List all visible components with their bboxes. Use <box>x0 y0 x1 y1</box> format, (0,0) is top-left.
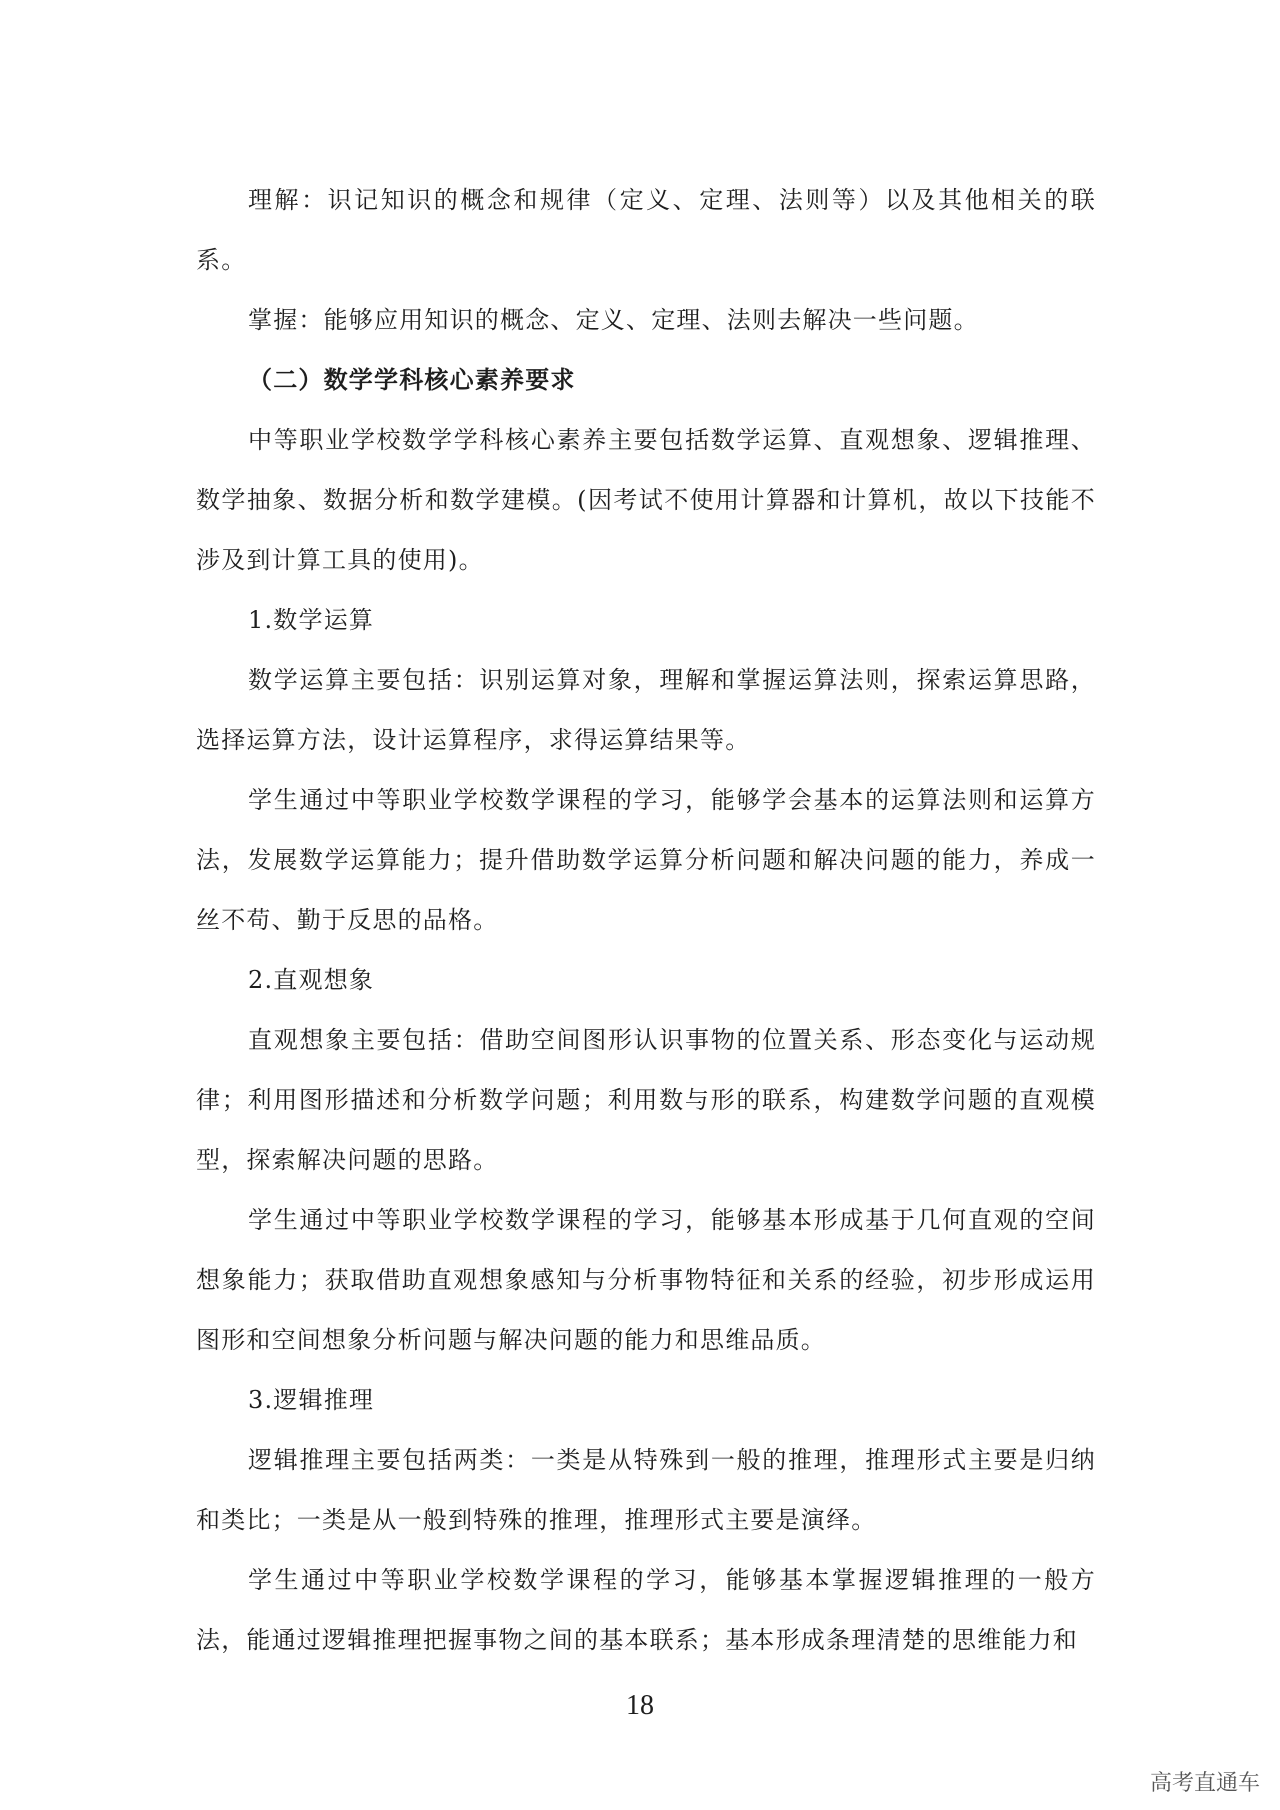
watermark: 高考直通车 <box>1149 1771 1260 1796</box>
paragraph-core-literacy-intro: 中等职业学校数学学科核心素养主要包括数学运算、直观想象、逻辑推理、数学抽象、数据分析和数学建模。(因考试不使用计算器和计算机，故以下技能不涉及到计算工具的使用)。 <box>196 426 1096 574</box>
subheading-logical-reasoning: 3.逻辑推理 <box>248 1386 375 1414</box>
paragraph-logical-reasoning-goals: 学生通过中等职业学校数学课程的学习，能够基本掌握逻辑推理的一般方法，能通过逻辑推理把握事物之间的基本联系；基本形成条理清楚的思维能力和 <box>196 1566 1096 1654</box>
paragraph-math-operation-goals: 学生通过中等职业学校数学课程的学习，能够学会基本的运算法则和运算方法，发展数学运算能力；提升借助数学运算分析问题和解决问题的能力，养成一丝不苟、勤于反思的品格。 <box>196 786 1096 934</box>
paragraph-logical-reasoning-content: 逻辑推理主要包括两类：一类是从特殊到一般的推理，推理形式主要是归纳和类比；一类是从一般到特殊的推理，推理形式主要是演绎。 <box>196 1446 1096 1534</box>
subheading-intuitive-imagination: 2.直观想象 <box>248 966 375 994</box>
paragraph-math-operation-content: 数学运算主要包括：识别运算对象，理解和掌握运算法则，探索运算思路，选择运算方法，设计运算程序，求得运算结果等。 <box>196 666 1096 754</box>
paragraph-understanding: 理解：识记知识的概念和规律（定义、定理、法则等）以及其他相关的联系。 <box>196 186 1096 274</box>
paragraph-mastery: 掌握：能够应用知识的概念、定义、定理、法则去解决一些问题。 <box>248 306 979 334</box>
page-number: 18 <box>626 1690 654 1721</box>
paragraph-intuitive-imagination-content: 直观想象主要包括：借助空间图形认识事物的位置关系、形态变化与运动规律；利用图形描述和分析数学问题；利用数与形的联系，构建数学问题的直观模型，探索解决问题的思路。 <box>196 1026 1096 1174</box>
section-heading-core-literacy: （二）数学学科核心素养要求 <box>248 366 576 394</box>
document-body <box>196 170 1096 1670</box>
paragraph-intuitive-imagination-goals: 学生通过中等职业学校数学课程的学习，能够基本形成基于几何直观的空间想象能力；获取借助直观想象感知与分析事物特征和关系的经验，初步形成运用图形和空间想象分析问题与解决问题的能力和思维品质。 <box>196 1206 1096 1354</box>
subheading-math-operation: 1.数学运算 <box>248 606 375 634</box>
